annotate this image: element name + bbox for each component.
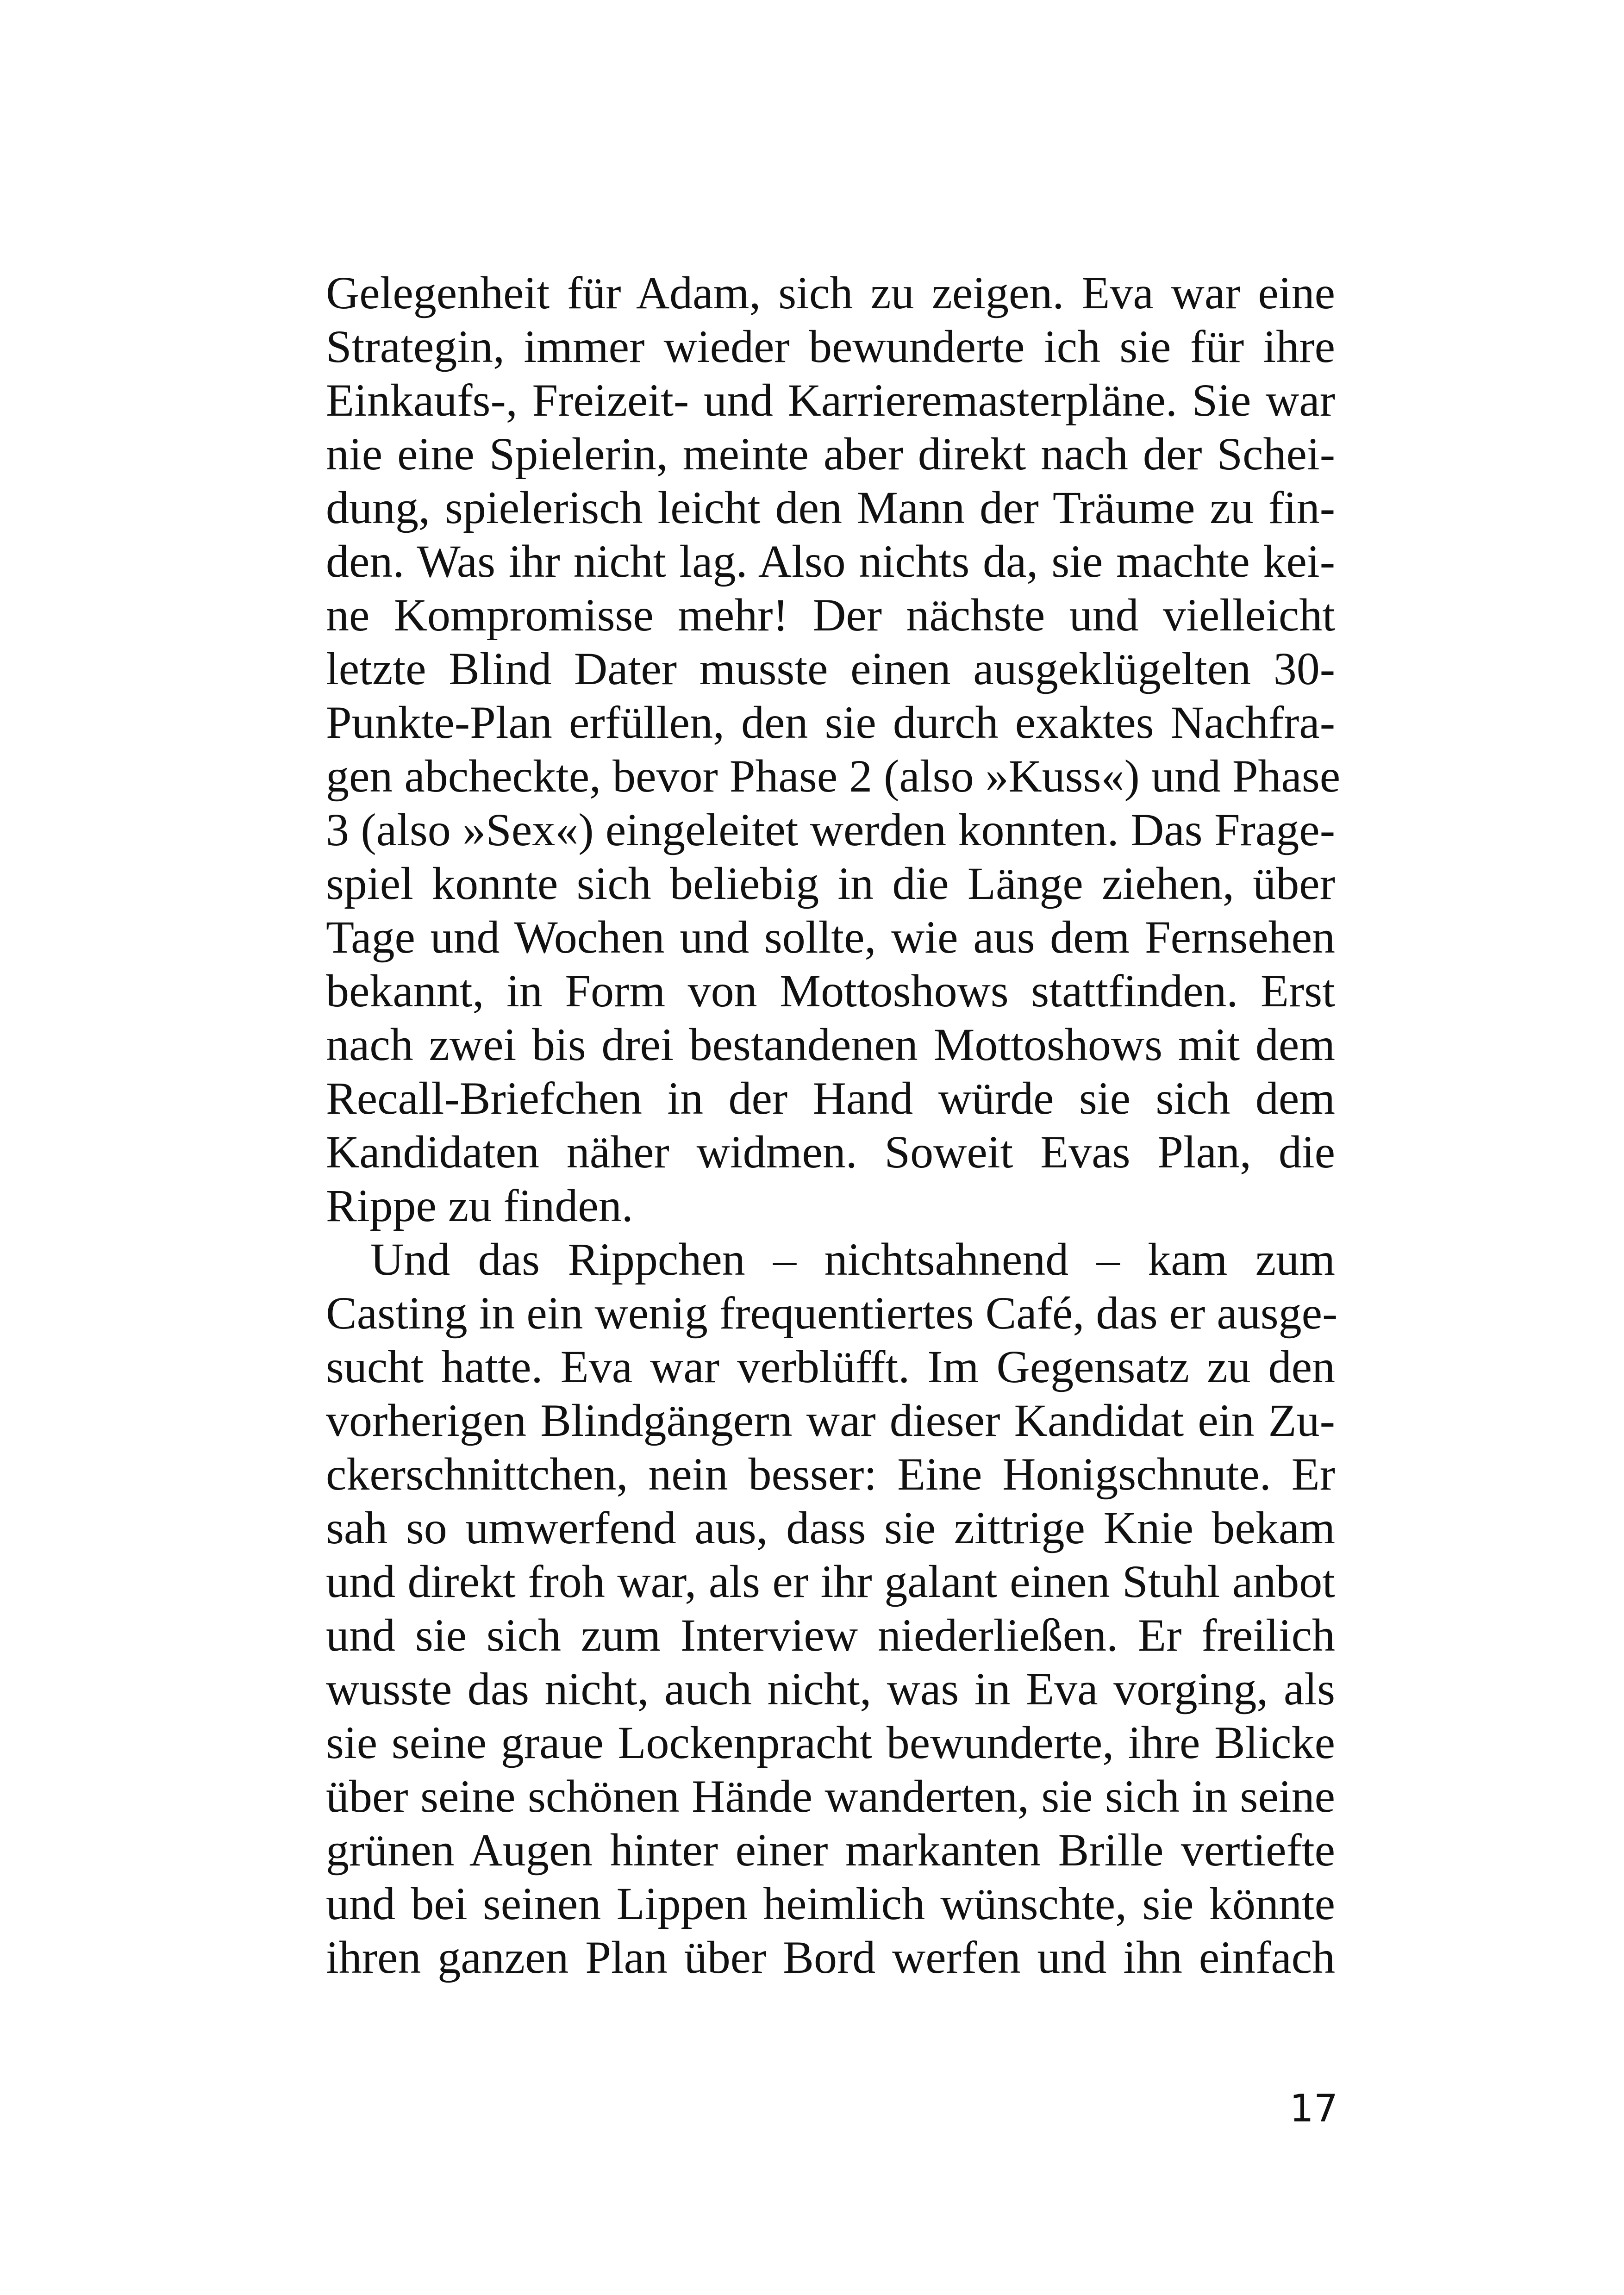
page-number: 17: [1289, 2087, 1338, 2131]
text-line: Rippe zu finden.: [326, 1180, 633, 1231]
text-line: Tage und Wochen und sollte, wie aus dem Fernsehen: [326, 911, 1335, 963]
text-line: grünen Augen hinter einer markanten Brille vertiefte: [326, 1824, 1335, 1876]
paragraph-2: [326, 1233, 1338, 1984]
text-line: sucht hatte. Eva war verblüfft. Im Gegensatz zu den: [326, 1341, 1335, 1392]
text-line: Punkte-Plan erfüllen, den sie durch exaktes Nachfra-: [326, 697, 1335, 748]
text-line: spiel konnte sich beliebig in die Länge ziehen, über: [326, 858, 1335, 909]
text-line: 3 (also »Sex«) eingeleitet werden konnten. Das Frage-: [326, 804, 1335, 855]
text-line: Und das Rippchen – nichtsahnend – kam zum: [370, 1234, 1335, 1285]
text-line: gen abcheckte, bevor Phase 2 (also »Kuss«) und Phase: [326, 750, 1341, 802]
text-line: und bei seinen Lippen heimlich wünschte, sie könnte: [326, 1878, 1335, 1929]
text-line: Recall-Briefchen in der Hand würde sie sich dem: [326, 1073, 1335, 1124]
text-line: letzte Blind Dater musste einen ausgeklügelten 30-: [326, 643, 1335, 694]
text-line: nie eine Spielerin, meinte aber direkt nach der Schei-: [326, 428, 1335, 480]
text-line: ckerschnittchen, nein besser: Eine Honigschnute. Er: [326, 1448, 1335, 1500]
text-line: Einkaufs-, Freizeit- und Karrieremasterpläne. Sie war: [326, 374, 1335, 426]
text-line: dung, spielerisch leicht den Mann der Träume zu fin-: [326, 482, 1335, 533]
text-line: bekannt, in Form von Mottoshows stattfinden. Erst: [326, 965, 1335, 1017]
text-line: Gelegenheit für Adam, sich zu zeigen. Eva war eine: [326, 267, 1335, 318]
text-line: und sie sich zum Interview niederließen. Er freilich: [326, 1609, 1335, 1661]
text-line: wusste das nicht, auch nicht, was in Eva vorging, als: [326, 1663, 1335, 1715]
text-line: Casting in ein wenig frequentiertes Café, das er ausge-: [326, 1287, 1338, 1339]
text-line: über seine schönen Hände wanderten, sie sich in seine: [326, 1771, 1335, 1822]
text-line: ihren ganzen Plan über Bord werfen und ihn einfach: [326, 1932, 1335, 1983]
text-line: und direkt froh war, als er ihr galant einen Stuhl anbot: [326, 1556, 1335, 1607]
text-line: vorherigen Blindgängern war dieser Kandidat ein Zu-: [326, 1395, 1335, 1446]
text-line: sie seine graue Lockenpracht bewunderte, ihre Blicke: [326, 1717, 1335, 1768]
text-line: Kandidaten näher widmen. Soweit Evas Plan, die: [326, 1126, 1335, 1178]
text-line: Strategin, immer wieder bewunderte ich sie für ihre: [326, 321, 1335, 372]
text-line: den. Was ihr nicht lag. Also nichts da, sie machte kei-: [326, 536, 1335, 587]
text-line: ne Kompromisse mehr! Der nächste und vielleicht: [326, 589, 1335, 641]
text-line: nach zwei bis drei bestandenen Mottoshows mit dem: [326, 1019, 1335, 1070]
body-text: [326, 266, 1341, 1984]
paragraph-1: [326, 266, 1341, 1233]
text-line: sah so umwerfend aus, dass sie zittrige Knie bekam: [326, 1502, 1335, 1553]
